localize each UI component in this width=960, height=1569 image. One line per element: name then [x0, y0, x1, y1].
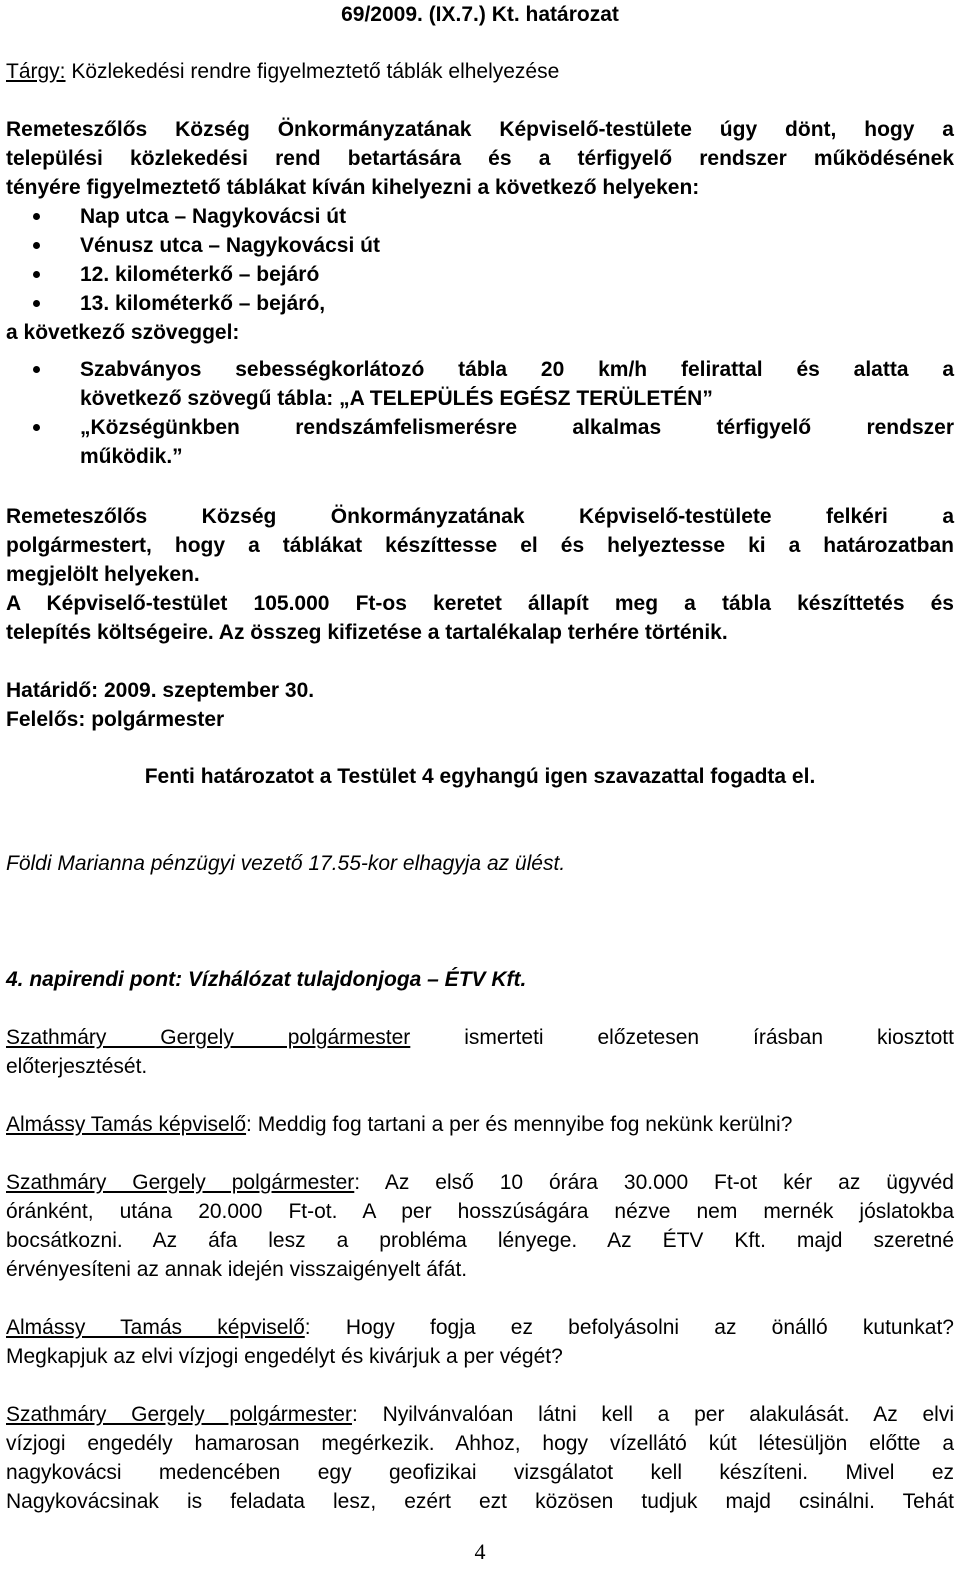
budget-paragraph	[6, 589, 954, 647]
resolution-number-text: 69/2009. (IX.7.) Kt. határozat	[341, 3, 619, 26]
vote-result-text: Fenti határozatot a Testület 4 egyhangú igen szavazattal fogadta el.	[144, 765, 816, 788]
sign-text-intro	[6, 318, 954, 347]
discussion-line: Megkapjuk az elvi vízjogi engedélyt és kivárjuk a per végét?	[6, 1345, 563, 1368]
speaker-name: Szathmáry Gergely polgármester	[6, 1171, 355, 1194]
discussion-entry	[6, 1110, 954, 1139]
sign-text-list	[6, 355, 954, 471]
discussion-line	[6, 1110, 954, 1139]
discussion-entry	[6, 1168, 954, 1284]
budget-line: telepítés költségeire. Az összeg kifizetése a tartalékalap terhére történik.	[6, 621, 728, 644]
deadline-block	[6, 676, 954, 734]
location-list	[6, 202, 954, 318]
location-item: Nap utca – Nagykovácsi út	[6, 202, 954, 231]
request-line: polgármestert, hogy a táblákat készíttesse el és helyeztesse ki a határozatban	[6, 534, 954, 557]
page-number-text: 4	[474, 1539, 486, 1564]
agenda-title	[6, 965, 954, 994]
subject-line	[6, 57, 954, 86]
sign-item	[6, 355, 954, 413]
location-item: 12. kilométerkő – bejáró	[6, 260, 954, 289]
discussion-line: vízjogi engedély hamarosan megérkezik. Ahhoz, hogy vízellátó kút létesüljön előtte a	[6, 1432, 954, 1455]
decision-intro-line: tényére figyelmeztető táblákat kíván kihelyezni a következő helyeken:	[6, 176, 700, 199]
decision-intro-line: települési közlekedési rend betartására és a térfigyelő rendszer működésének	[6, 147, 954, 170]
sign-item-line: következő szövegű tábla: „A TELEPÜLÉS EGÉSZ TERÜLETÉN”	[80, 387, 713, 410]
departure-note	[6, 849, 954, 878]
discussion-line: óránként, utána 20.000 Ft-ot. A per hosszúságára nézve nem mernék jóslatokba	[6, 1200, 954, 1223]
speaker-name: Almássy Tamás képviselő	[6, 1113, 247, 1136]
discussion-entry	[6, 1400, 954, 1516]
discussion-text: ismerteti előzetesen írásban kiosztott	[410, 1026, 954, 1049]
sign-item	[6, 413, 954, 471]
budget-line: A Képviselő-testület 105.000 Ft-os keretet állapít meg a tábla készíttetés és	[6, 592, 954, 615]
departure-note-text: Földi Marianna pénzügyi vezető 17.55-kor elhagyja az ülést.	[6, 852, 566, 875]
discussion-entry	[6, 1023, 954, 1081]
discussion-line	[6, 1400, 954, 1429]
discussion-line: nagykovácsi medencében egy geofizikai vizsgálatot kell készíteni. Mivel ez	[6, 1461, 954, 1484]
resolution-number	[0, 0, 960, 29]
speaker-name: Szathmáry Gergely polgármester	[6, 1026, 411, 1049]
discussion-text: : Hogy fogja ez befolyásolni az önálló kutunkat?	[304, 1316, 954, 1339]
request-line: megjelölt helyeken.	[6, 563, 200, 586]
discussion-line	[6, 1168, 954, 1197]
speaker-name: Almássy Tamás képviselő	[6, 1316, 305, 1339]
discussion-line: érvényesíteni az annak idején visszaigényelt áfát.	[6, 1258, 468, 1281]
decision-intro-line: Remeteszőlős Község Önkormányzatának Képviselő-testülete úgy dönt, hogy a	[6, 118, 954, 141]
sign-item-line: „Községünkben rendszámfelismerésre alkalmas térfigyelő rendszer	[80, 416, 954, 439]
discussion-line: előterjesztését.	[6, 1055, 148, 1078]
deadline: Határidő: 2009. szeptember 30.	[6, 679, 315, 702]
location-item: 13. kilométerkő – bejáró,	[6, 289, 954, 318]
discussion-line	[6, 1023, 954, 1052]
page-number	[0, 1538, 960, 1566]
subject-text: Közlekedési rendre figyelmeztető táblák elhelyezése	[65, 60, 560, 83]
discussion-text: : Az első 10 órára 30.000 Ft-ot kér az ügyvéd	[354, 1171, 954, 1194]
discussion-line	[6, 1313, 954, 1342]
decision-intro	[6, 115, 954, 202]
discussion-text: : Nyilvánvalóan látni kell a per alakulását. Az elvi	[351, 1403, 954, 1426]
speaker-name: Szathmáry Gergely polgármester	[6, 1403, 352, 1426]
request-paragraph	[6, 502, 954, 589]
location-item: Vénusz utca – Nagykovácsi út	[6, 231, 954, 260]
sign-item-line: Szabványos sebességkorlátozó tábla 20 km/h felirattal és alatta a	[80, 358, 954, 381]
subject-label: Tárgy:	[6, 60, 66, 83]
responsible: Felelős: polgármester	[6, 708, 225, 731]
sign-text-intro-text: a következő szöveggel:	[6, 321, 240, 344]
sign-item-line: működik.”	[80, 445, 183, 468]
request-line: Remeteszőlős Község Önkormányzatának Képviselő-testülete felkéri a	[6, 505, 954, 528]
discussion-text: : Meddig fog tartani a per és mennyibe fog nekünk kerülni?	[246, 1113, 793, 1136]
discussion-entry	[6, 1313, 954, 1371]
vote-result	[6, 762, 954, 791]
discussion-line: bocsátkozni. Az áfa lesz a probléma lényege. Az ÉTV Kft. majd szeretné	[6, 1229, 954, 1252]
discussion-line: Nagykovácsinak is feladata lesz, ezért ezt közösen tudjuk majd csinálni. Tehát	[6, 1490, 954, 1513]
agenda-title-text: 4. napirendi pont: Vízhálózat tulajdonjoga – ÉTV Kft.	[6, 968, 527, 991]
